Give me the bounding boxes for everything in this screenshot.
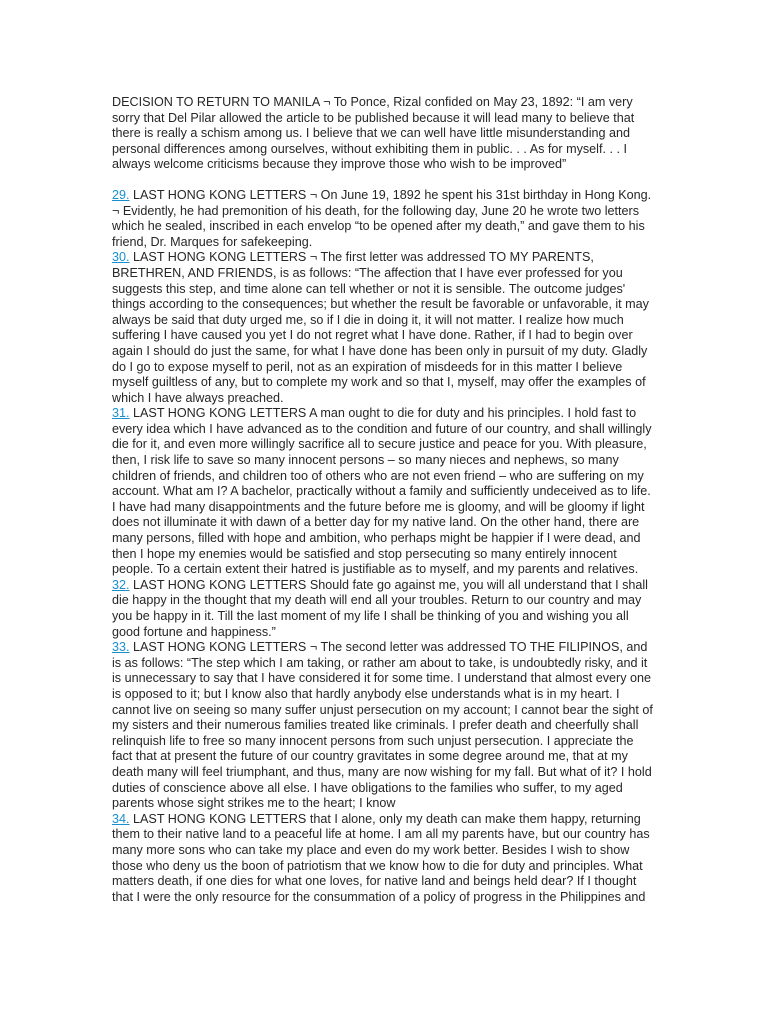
- intro-paragraph: DECISION TO RETURN TO MANILA ¬ To Ponce, Rizal confided on May 23, 1892: “I am very sorry that Del Pilar allowed the article to be published because it will lead many to believe that there is really a schism among us. I believe that we can well have little misunderstanding and personal differences among ourselves, without exhibiting them in public. . . As for myself. . . I always welcome criticisms because they improve those who wish to be improved”: [112, 95, 635, 172]
- entry-text: LAST HONG KONG LETTERS Should fate go against me, you will all understand that I shall die happy in the thought that my death will end all your troubles. Return to our country and may you be happy in it. Till the last moment of my life I shall be thinking of you and wishing you all good fortune and happiness.”: [112, 577, 648, 639]
- entry-33: [112, 640, 657, 812]
- entry-number-link[interactable]: 29.: [112, 187, 130, 202]
- paragraph-spacer: [112, 173, 657, 188]
- entry-number-link[interactable]: 32.: [112, 577, 130, 592]
- entry-31: [112, 406, 657, 578]
- entry-number-link[interactable]: 33.: [112, 640, 130, 655]
- entry-32: [112, 578, 657, 640]
- entry-number-link[interactable]: 30.: [112, 250, 130, 265]
- entry-34: [112, 812, 657, 906]
- entry-number-link[interactable]: 34.: [112, 811, 130, 826]
- entry-30: [112, 250, 657, 406]
- entry-29: [112, 188, 657, 250]
- document-page: [112, 95, 657, 905]
- entry-text: LAST HONG KONG LETTERS ¬ On June 19, 1892 he spent his 31st birthday in Hong Kong. ¬ Evidently, he had premonition of his death, for the following day, June 20 he wrote two letters which he sealed, inscribed in each envelop “to be opened after my death,” and gave them to his friend, Dr. Marques for safekeeping.: [112, 187, 652, 249]
- entry-number-link[interactable]: 31.: [112, 406, 130, 421]
- entry-text: LAST HONG KONG LETTERS ¬ The second letter was addressed TO THE FILIPINOS, and is as follows: “The step which I am taking, or rather am about to take, is undoubtedly risky, and it is unnecessary to say that I have considered it for some time. I understand that almost every one is opposed to it; but I know also that hardly anybody else understands what is in my heart. I cannot live on seeing so many suffer unjust persecution on my account; I cannot bear the sight of my sisters and their numerous families treated like criminals. I prefer death and cheerfully shall relinquish life to free so many innocent persons from such unjust persecution. I appreciate the fact that at present the future of our country gravitates in some degree around me, that at my death many will feel triumphant, and thus, many are now wishing for my fall. But what of it? I hold duties of conscience above all else. I have obligations to the families who suffer, to my aged parents whose sight strikes me to the heart; I know: [112, 640, 653, 811]
- entry-text: LAST HONG KONG LETTERS A man ought to die for duty and his principles. I hold fast to every idea which I have advanced as to the condition and future of our country, and shall willingly die for it, and even more willingly sacrifice all to secure justice and peace for you. With pleasure, then, I risk life to save so many innocent persons – so many nieces and nephews, so many children of friends, and children too of others who are not even friend – who are suffering on my account. What am I? A bachelor, practically without a family and sufficiently undeceived as to life. I have had many disappointments and the future before me is gloomy, and will be gloomy if light does not illuminate it with dawn of a better day for my native land. On the other hand, there are many persons, filled with hope and ambition, who perhaps might be happier if I were dead, and then I hope my enemies would be satisfied and stop persecuting so many entirely innocent people. To a certain extent their hatred is justifiable as to myself, and my parents and relatives.: [112, 406, 652, 577]
- entry-text: LAST HONG KONG LETTERS that I alone, only my death can make them happy, returning them to their native land to a peaceful life at home. I am all my parents have, but our country has many more sons who can take my place and even do my work better. Besides I wish to show those who deny us the boon of patriotism that we know how to die for duty and principles. What matters death, if one dies for what one loves, for native land and beings held dear? If I thought that I were the only resource for the consummation of a policy of progress in the Philippines and: [112, 811, 650, 904]
- entry-text: LAST HONG KONG LETTERS ¬ The first letter was addressed TO MY PARENTS, BRETHREN, AND FRIENDS, is as follows: “The affection that I have ever professed for you suggests this step, and time alone can tell whether or not it is sensible. The outcome judges' things according to the consequences; but whether the result be favorable or unfavorable, it may always be said that duty urged me, so if I die in doing it, it will not matter. I realize how much suffering I have caused you yet I do not regret what I have done. Rather, if I had to begin over again I should do just the same, for what I have done has been only in pursuit of my duty. Gladly do I go to expose myself to peril, not as an expiration of misdeeds for in this matter I believe myself guiltless of any, but to complete my work and so that I, myself, may offer the examples of which I have always preached.: [112, 250, 649, 405]
